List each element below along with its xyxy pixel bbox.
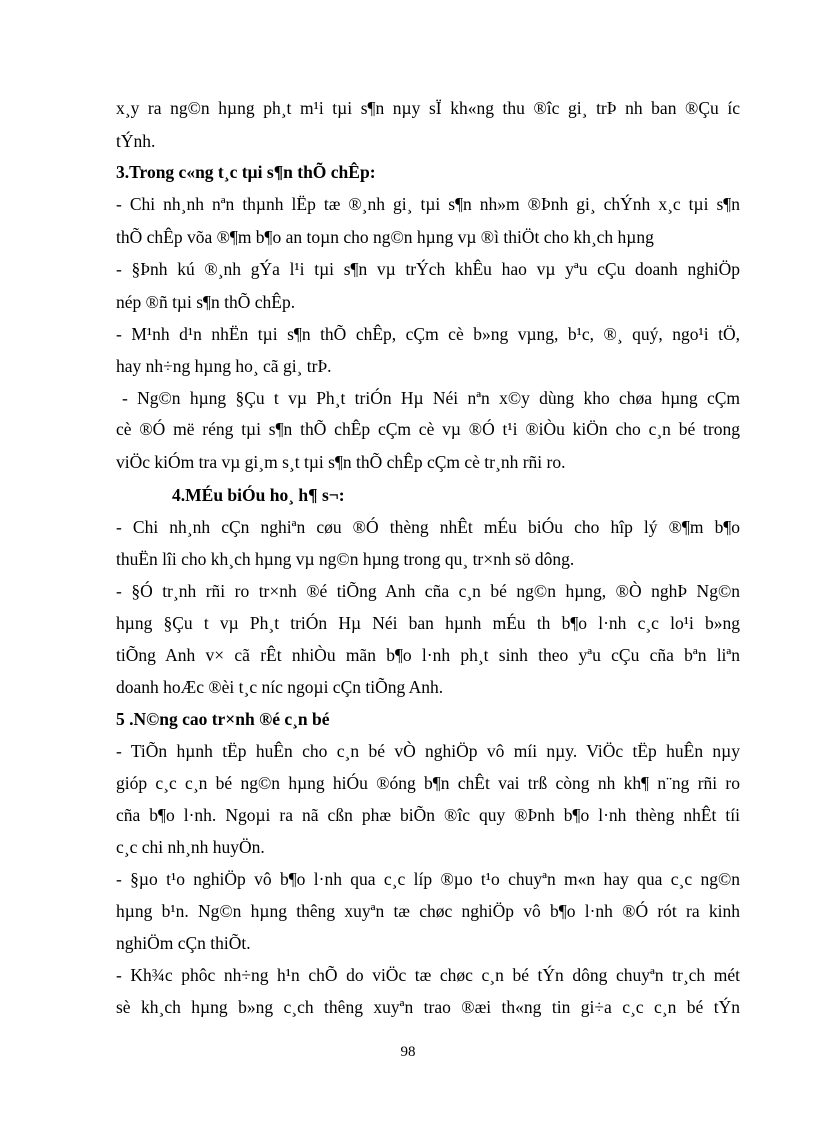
text-line: thÕ chÊp võa ®¶m b¶o an toµn cho ng©n hµng vµ ®ì thiÖt cho kh¸ch hµng bbox=[116, 227, 654, 247]
text-line: viÖc kiÓm tra vµ gi¸m s¸t tµi s¶n thÕ chÊp cÇm cè tr¸nh rñi ro. bbox=[116, 452, 566, 472]
text-line: c¸c chi nh¸nh huyÖn. bbox=[116, 837, 265, 857]
section-heading: 5 .N©ng cao tr×nh ®é c¸n bé bbox=[116, 709, 330, 729]
text-line: - §Þnh kú ®¸nh gÝa l¹i tµi s¶n vµ trÝch khÊu hao vµ yªu cÇu doanh nghiÖp bbox=[116, 259, 740, 279]
text-line: hµng b¹n. Ng©n hµng thêng xuyªn tæ chøc nghiÖp vô b¶o l·nh ®Ó rót ra kinh bbox=[116, 901, 740, 921]
text-line: tÝnh. bbox=[116, 131, 156, 151]
text-line: doanh hoÆc ®èi t¸c níc ngoµi cÇn tiÕng Anh. bbox=[116, 677, 444, 697]
text-line: - Kh¾c phôc nh÷ng h¹n chÕ do viÖc tæ chøc c¸n bé tÝn dông chuyªn tr¸ch mét bbox=[116, 965, 740, 985]
page-number: 98 bbox=[400, 1044, 416, 1060]
text-line: - TiÕn hµnh tËp huÊn cho c¸n bé vÒ nghiÖp vô míi nµy. ViÖc tËp huÊn nµy bbox=[116, 741, 740, 761]
text-line: - Chi nh¸nh cÇn nghiªn cøu ®Ó thèng nhÊt mÉu biÓu cho hîp lý ®¶m b¶o bbox=[116, 517, 740, 537]
text-line: hµng §Çu t vµ Ph¸t triÓn Hµ Néi ban hµnh mÉu th b¶o l·nh c¸c lo¹i b»ng bbox=[116, 613, 740, 633]
text-line: cè ®Ó më réng tµi s¶n thÕ chÊp cÇm cè vµ ®Ó t¹i ®iÒu kiÖn cho c¸n bé trong bbox=[116, 419, 740, 439]
text-line: sè kh¸ch hµng b»ng c¸ch thêng xuyªn trao ®æi th«ng tin gi÷a c¸c c¸n bé tÝn bbox=[116, 997, 740, 1017]
text-line: hay nh÷ng hµng ho¸ cã gi¸ trÞ. bbox=[116, 356, 332, 376]
text-line: nghiÖm cÇn thiÕt. bbox=[116, 933, 251, 953]
text-line: nép ®ñ tµi s¶n thÕ chÊp. bbox=[116, 292, 296, 312]
section-heading: 3.Trong c«ng t¸c tµi s¶n thÕ chÊp: bbox=[116, 162, 376, 182]
text-line: tiÕng Anh v× cã rÊt nhiÒu mãn b¶o l·nh ph¸t sinh theo yªu cÇu cña bªn liªn bbox=[116, 645, 740, 665]
text-line: - Chi nh¸nh nªn thµnh lËp tæ ®¸nh gi¸ tµi s¶n nh»m ®Þnh gi¸ chÝnh x¸c tµi s¶n bbox=[116, 194, 740, 214]
text-line: - §µo t¹o nghiÖp vô b¶o l·nh qua c¸c líp ®µo t¹o chuyªn m«n hay qua c¸c ng©n bbox=[116, 869, 740, 889]
section-heading: 4.MÉu biÓu ho¸ h¶ s¬: bbox=[172, 485, 345, 505]
text-line: - M¹nh d¹n nhËn tµi s¶n thÕ chÊp, cÇm cè b»ng vµng, b¹c, ®¸ quý, ngo¹i tÖ, bbox=[116, 324, 740, 344]
text-line: cña b¶o l·nh. Ngoµi ra nã cßn phæ biÕn ®îc quy ®Þnh b¶o l·nh thèng nhÊt tíi bbox=[116, 805, 740, 825]
text-line: x¸y ra ng©n hµng ph¸t m¹i tµi s¶n nµy sÏ kh«ng thu ®îc gi¸ trÞ nh ban ®Çu íc bbox=[116, 98, 740, 118]
text-line: - Ng©n hµng §Çu t vµ Ph¸t triÓn Hµ Néi nªn x©y dùng kho chøa hµng cÇm bbox=[122, 388, 740, 408]
text-line: thuËn lîi cho kh¸ch hµng vµ ng©n hµng trong qu¸ tr×nh sö dông. bbox=[116, 549, 575, 569]
text-line: - §Ó tr¸nh rñi ro tr×nh ®é tiÕng Anh cña c¸n bé ng©n hµng, ®Ò nghÞ Ng©n bbox=[116, 581, 740, 601]
text-line: gióp c¸c c¸n bé ng©n hµng hiÓu ®óng b¶n chÊt vai trß còng nh kh¶ n¨ng rñi ro bbox=[116, 773, 740, 793]
